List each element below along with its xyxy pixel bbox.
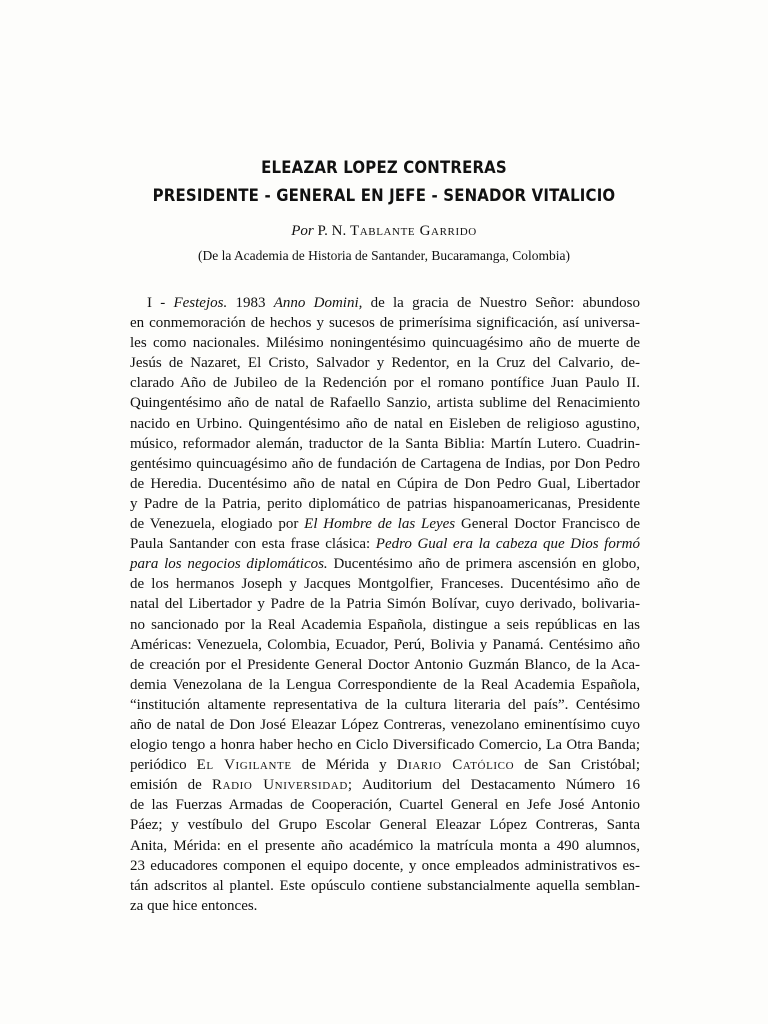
- body-line: [130, 554, 640, 574]
- body-text-run: 23 educadores componen el equipo docente, y once empleados administrativos es-: [130, 857, 640, 874]
- title-block: [0, 154, 768, 210]
- body-line: [130, 655, 640, 675]
- italic-text-run: Anno Domini,: [273, 295, 363, 311]
- body-text-run: clarado Año de Jubileo de la Redención por el romano pontífice Juan Paulo II.: [130, 375, 640, 392]
- byline-por: Por: [291, 223, 314, 239]
- body-line: [130, 695, 640, 715]
- body-line: [130, 414, 640, 434]
- body-line: [130, 393, 640, 413]
- body-line: [130, 715, 640, 735]
- small-caps-text-run: Radio Universidad;: [211, 777, 353, 794]
- body-text-run: Páez; y vestíbulo del Grupo Escolar General Eleazar López Contreras, Santa: [130, 817, 640, 834]
- body-line: [130, 434, 640, 454]
- body-line: [130, 494, 640, 514]
- body-line: [130, 755, 640, 775]
- body-line: [130, 815, 640, 835]
- body-text-run: nacido en Urbino. Quingentésimo año de natal en Eisleben de religioso agustino,: [130, 415, 640, 432]
- body-paragraph: [130, 293, 640, 916]
- body-line: [130, 836, 640, 856]
- italic-text-run: Pedro Gual era la cabeza que Dios formó: [375, 536, 641, 553]
- body-line: [130, 574, 640, 594]
- body-line: [130, 373, 640, 393]
- body-line: [130, 454, 640, 474]
- body-text-run: de Venezuela, elogiado por: [130, 516, 305, 533]
- body-text-run: I -: [147, 295, 174, 311]
- small-caps-text-run: El Vigilante: [196, 757, 292, 774]
- body-text-run: Auditorium del Destacamento Número 16: [352, 777, 641, 794]
- body-text-run: año de natal de Don José Eleazar López Contreras, venezolano eminentísimo cuyo: [130, 716, 640, 733]
- author-byline: [0, 221, 768, 241]
- body-text-run: de San Cristóbal;: [514, 757, 640, 774]
- body-text-run: de la gracia de Nuestro Señor: abundoso: [362, 295, 640, 311]
- body-text-run: Quingentésimo año de natal de Rafaello Sanzio, artista sublime del Renacimiento: [130, 395, 640, 412]
- body-line: [130, 313, 640, 333]
- body-text-run: no sancionado por la Real Academia Española, distingue a seis repúblicas en las: [130, 616, 640, 633]
- body-line: [130, 594, 640, 614]
- body-line: [130, 856, 640, 876]
- body-text-run: emisión de: [130, 777, 212, 794]
- body-text-run: periódico: [130, 757, 197, 774]
- body-text-run: Paula Santander con esta frase clásica:: [130, 536, 376, 553]
- small-caps-text-run: Diario Católico: [396, 757, 515, 774]
- body-line: [130, 534, 640, 554]
- body-text-run: General Doctor Francisco de: [455, 516, 640, 533]
- body-text-run: gentésimo quincuagésimo año de fundación de Cartagena de Indias, por Don Pedro: [130, 455, 640, 472]
- body-text-run: y Padre de la Patria, perito diplomático de patrias hispanoamericanas, Presidente: [130, 495, 640, 512]
- body-line: [130, 333, 640, 353]
- article-title: ELEAZAR LOPEZ CONTRERAS: [261, 158, 507, 178]
- body-text-run: de Mérida y: [291, 757, 397, 774]
- body-line: [130, 474, 640, 494]
- body-text-run: de creación por el Presidente General Doctor Antonio Guzmán Blanco, de la Aca-: [130, 656, 640, 673]
- body-text-run: elogio tengo a honra haber hecho en Ciclo Diversificado Comercio, La Otra Banda;: [130, 737, 640, 754]
- body-text-run: de los hermanos Joseph y Jacques Montgolfier, Franceses. Ducentésimo año de: [130, 576, 640, 593]
- body-text-run: Jesús de Nazaret, El Cristo, Salvador y Redentor, en la Cruz del Calvario, de-: [130, 355, 640, 372]
- body-text-run: les como nacionales. Milésimo noningentésimo quincuagésimo año de muerte de: [130, 335, 640, 352]
- italic-text-run: Festejos.: [173, 295, 228, 311]
- body-line: [130, 896, 640, 916]
- body-text-run: Américas: Venezuela, Colombia, Ecuador, Perú, Bolivia y Panamá. Centésimo año: [130, 636, 640, 653]
- body-line: [130, 615, 640, 635]
- body-line: [130, 293, 640, 313]
- body-text-run: Anita, Mérida: en el presente año académico la matrícula monta a 490 alumnos,: [130, 837, 640, 854]
- body-text-run: Ducentésimo año de primera ascensión en globo,: [327, 556, 640, 573]
- body-line: [130, 795, 640, 815]
- body-text-run: tán adscritos al plantel. Este opúsculo contiene substancialmente aquella semblan-: [130, 877, 640, 894]
- author-affiliation: (De la Academia de Historia de Santander, Bucaramanga, Colombia): [197, 248, 571, 263]
- body-text-run: demia Venezolana de la Lengua Correspondiente de la Real Academia Española,: [130, 676, 640, 693]
- body-line: [130, 635, 640, 655]
- article-subtitle: PRESIDENTE - GENERAL EN JEFE - SENADOR VITALICIO: [152, 186, 616, 206]
- body-text-run: natal del Libertador y Padre de la Patria Simón Bolívar, cuyo derivado, bolivaria-: [130, 596, 640, 613]
- body-line: [130, 514, 640, 534]
- body-line: [130, 675, 640, 695]
- italic-text-run: El Hombre de las Leyes: [304, 516, 456, 533]
- body-text-run: de Heredia. Ducentésimo año de natal en Cúpira de Don Pedro Gual, Libertador: [130, 475, 640, 492]
- body-line: [130, 353, 640, 373]
- body-line: [130, 876, 640, 896]
- body-line: [130, 735, 640, 755]
- body-text-run: “institución altamente representativa de la cultura literaria del país”. Centésimo: [130, 696, 640, 713]
- body-text-run: músico, reformador alemán, traductor de la Santa Biblia: Martín Lutero. Cuadrin-: [130, 435, 640, 452]
- byline-initials: P. N.: [317, 223, 347, 239]
- italic-text-run: para los negocios diplomáticos.: [130, 556, 328, 573]
- body-line: [130, 775, 640, 795]
- byline-name: Tablante Garrido: [349, 223, 477, 239]
- body-text-run: de las Fuerzas Armadas de Cooperación, Cuartel General en Jefe José Antonio: [130, 797, 640, 814]
- body-text-run: 1983: [227, 295, 274, 311]
- body-text-run: en conmemoración de hechos y sucesos de primerísima significación, así universa-: [130, 315, 640, 332]
- body-text-run: za que hice entonces.: [130, 897, 258, 914]
